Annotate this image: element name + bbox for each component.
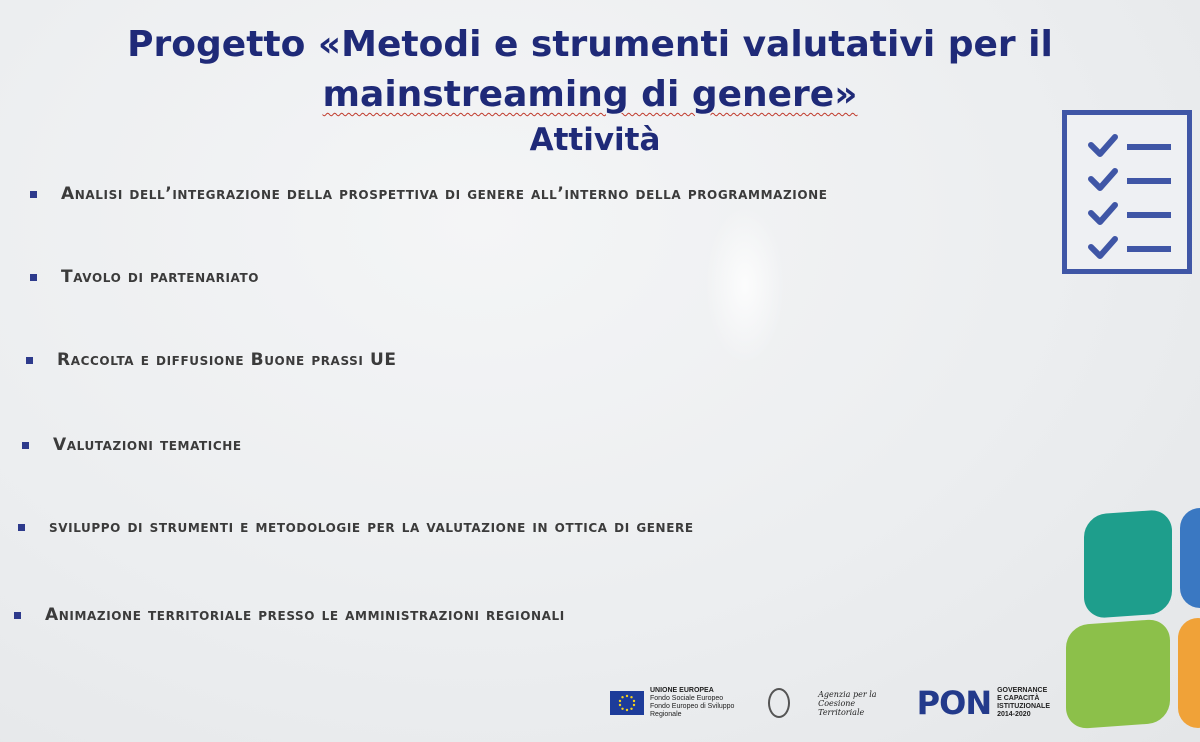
italian-republic-emblem-icon bbox=[768, 688, 790, 718]
pon-line-1: GOVERNANCE bbox=[997, 687, 1048, 694]
list-item bbox=[30, 184, 828, 204]
bullet-icon bbox=[26, 357, 33, 364]
agency-line-2: Coesione Territoriale bbox=[818, 698, 865, 717]
title-line-1: Progetto «Metodi e strumenti valutativi per il bbox=[127, 24, 1053, 65]
list-item-label: Analisi dell’integrazione della prospettiva di genere all’interno della programmazione bbox=[61, 184, 828, 204]
checklist-icon bbox=[1062, 110, 1192, 274]
list-item bbox=[22, 435, 242, 455]
list-item bbox=[30, 267, 259, 287]
pon-line-2: E CAPACITÀ bbox=[997, 695, 1040, 702]
pon-line-4: 2014-2020 bbox=[997, 711, 1031, 718]
pon-text bbox=[997, 687, 1050, 719]
bullet-icon bbox=[14, 612, 21, 619]
list-item bbox=[26, 350, 397, 370]
pon-wordmark: PON bbox=[916, 684, 992, 722]
list-item-label: Valutazioni tematiche bbox=[53, 435, 242, 455]
bullet-icon bbox=[18, 524, 25, 531]
pon-logo bbox=[917, 684, 1050, 722]
footer-logos bbox=[610, 678, 1050, 728]
eu-title: UNIONE EUROPEA bbox=[650, 687, 714, 694]
list-item bbox=[14, 605, 565, 625]
eu-fund-1: Fondo Sociale Europeo bbox=[650, 695, 724, 702]
bullet-icon bbox=[30, 191, 37, 198]
pon-logo-tiles-icon bbox=[1060, 508, 1200, 742]
list-item-label: Raccolta e diffusione Buone prassi UE bbox=[57, 350, 397, 370]
bullet-icon bbox=[30, 274, 37, 281]
agency-line-1: Agenzia per la bbox=[818, 689, 877, 699]
eu-text bbox=[650, 687, 740, 719]
eu-fund-2: Fondo Europeo di Sviluppo Regionale bbox=[650, 703, 735, 718]
pon-line-3: ISTITUZIONALE bbox=[997, 703, 1050, 710]
agency-logo bbox=[818, 690, 889, 717]
list-item-label: Tavolo di partenariato bbox=[61, 267, 260, 287]
eu-logo bbox=[610, 687, 740, 719]
bullet-icon bbox=[22, 442, 29, 449]
list-item-label: sviluppo di strumenti e metodologie per la valutazione in ottica di genere bbox=[49, 517, 694, 537]
list-item bbox=[18, 517, 694, 537]
list-item-label: Animazione territoriale presso le amministrazioni regionali bbox=[45, 605, 565, 625]
slide-subtitle: Attività bbox=[529, 122, 661, 158]
title-line-2-text: mainstreaming di genere» bbox=[322, 74, 858, 115]
eu-flag-icon bbox=[610, 691, 644, 715]
